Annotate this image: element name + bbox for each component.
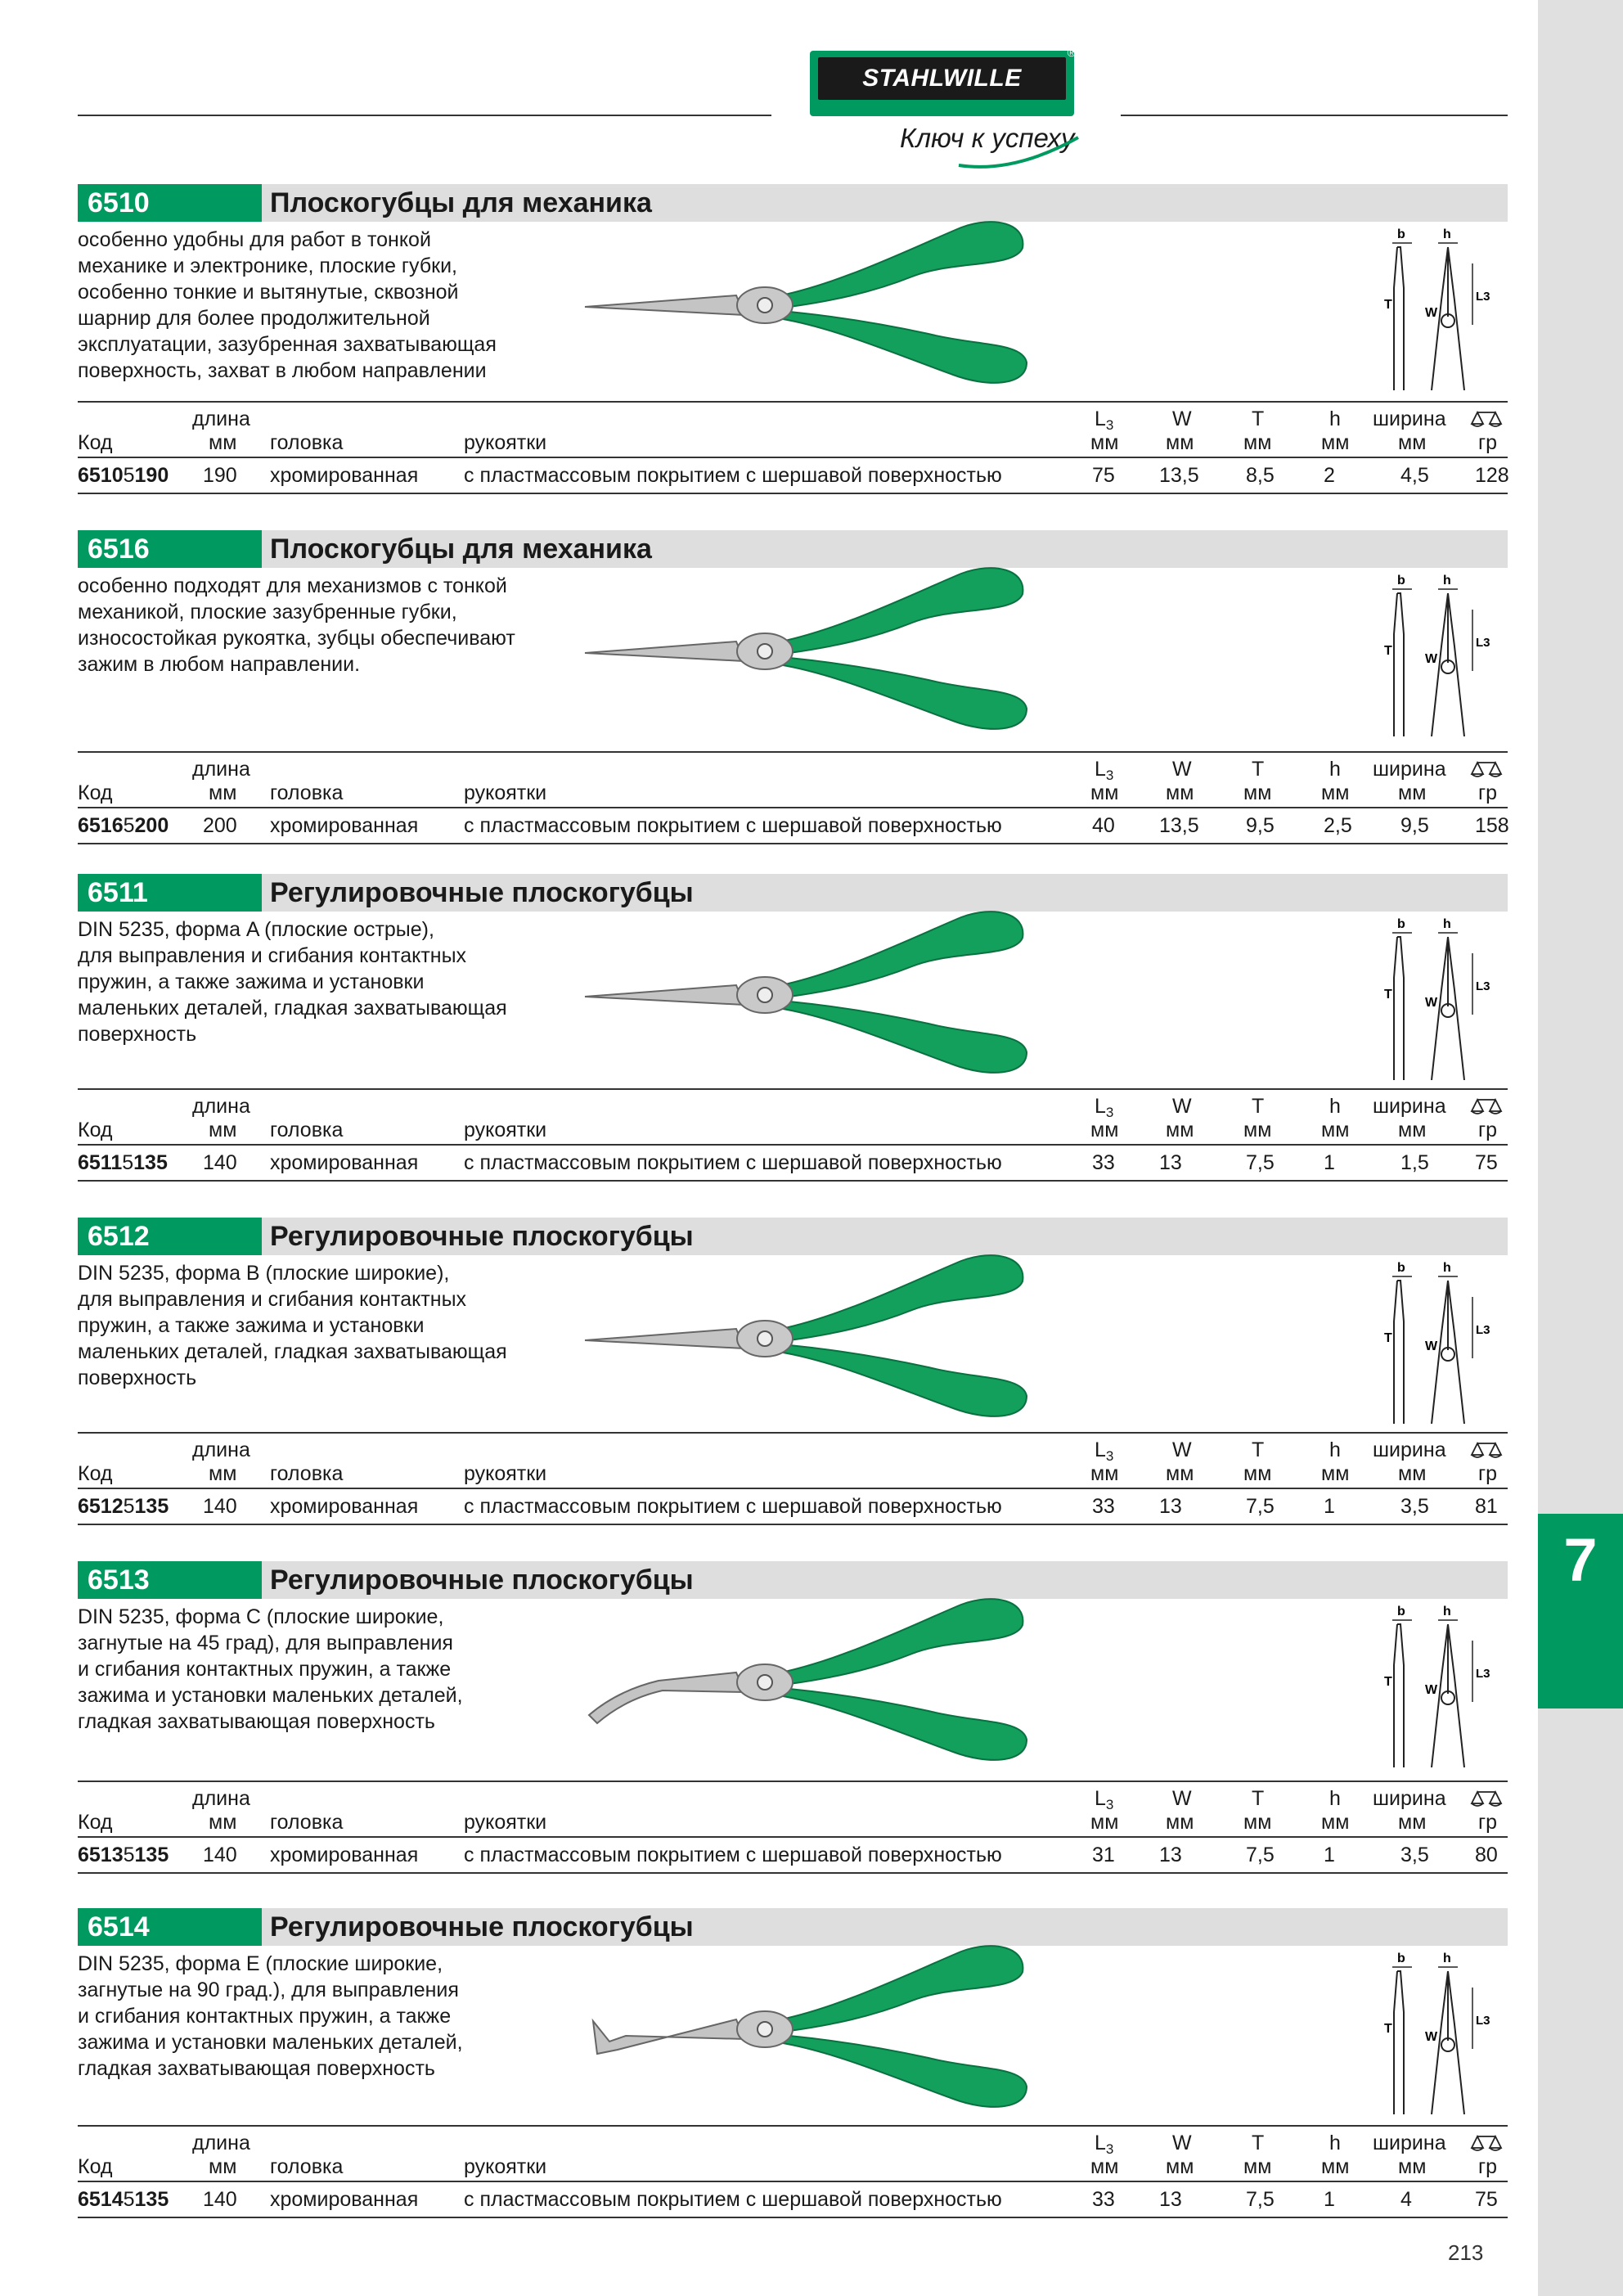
svg-text:L3: L3 bbox=[1476, 290, 1490, 304]
row-weight: 128 bbox=[1475, 464, 1509, 487]
svg-text:W: W bbox=[1425, 306, 1438, 320]
header-rule-left bbox=[78, 115, 771, 116]
section-code: 6511 bbox=[78, 874, 262, 912]
row-length: 140 bbox=[203, 2188, 237, 2211]
col-W-label: W bbox=[1172, 2132, 1192, 2154]
header-rule-right bbox=[1121, 115, 1508, 116]
svg-text:h: h bbox=[1443, 1261, 1451, 1275]
col-h-label: h bbox=[1329, 1787, 1341, 1810]
row-L3: 75 bbox=[1092, 464, 1115, 487]
description-line: зажима и установки маленьких деталей, bbox=[78, 1684, 463, 1707]
col-width-label: ширина bbox=[1373, 2132, 1446, 2154]
section-code: 6516 bbox=[78, 530, 262, 568]
col-T-unit: мм bbox=[1243, 431, 1272, 454]
dimension-diagram bbox=[1382, 1260, 1505, 1424]
dimension-diagram bbox=[1382, 1951, 1505, 2114]
col-T-label: T bbox=[1252, 1438, 1265, 1461]
col-weight-unit: гр bbox=[1478, 1811, 1498, 1834]
col-length-unit: мм bbox=[209, 431, 237, 454]
row-h: 1 bbox=[1324, 2188, 1335, 2211]
description-line: и сгибания контактных пружин, а также bbox=[78, 2005, 452, 2028]
chapter-tab: 7 bbox=[1538, 1514, 1623, 1708]
row-h: 2,5 bbox=[1324, 814, 1352, 837]
dimension-diagram bbox=[1382, 227, 1505, 390]
section-code: 6510 bbox=[78, 184, 262, 222]
col-handles-label: рукоятки bbox=[464, 1119, 547, 1141]
col-L3-unit: мм bbox=[1090, 1811, 1119, 1834]
col-L3-unit: мм bbox=[1090, 2155, 1119, 2178]
section-description bbox=[78, 1260, 569, 1391]
section-description bbox=[78, 1951, 569, 2082]
row-h: 1 bbox=[1324, 1495, 1335, 1518]
row-code: 65135135 bbox=[78, 1844, 169, 1866]
row-width: 9,5 bbox=[1400, 814, 1429, 837]
description-line: для выправления и сгибания контактных bbox=[78, 944, 467, 967]
svg-text:W: W bbox=[1425, 652, 1438, 666]
col-code-label: Код bbox=[78, 2155, 113, 2178]
col-h-unit: мм bbox=[1321, 1811, 1350, 1834]
col-W-unit: мм bbox=[1166, 431, 1194, 454]
row-T: 7,5 bbox=[1246, 1495, 1275, 1518]
col-T-unit: мм bbox=[1243, 1119, 1272, 1141]
svg-text:L3: L3 bbox=[1476, 636, 1490, 650]
product-section-6510 bbox=[78, 184, 1509, 487]
row-length: 140 bbox=[203, 1151, 237, 1174]
row-code: 65115135 bbox=[78, 1151, 168, 1174]
row-width: 1,5 bbox=[1400, 1151, 1429, 1174]
svg-text:h: h bbox=[1443, 1952, 1451, 1965]
row-length: 140 bbox=[203, 1495, 237, 1518]
col-handles-label: рукоятки bbox=[464, 2155, 547, 2178]
pliers-image bbox=[569, 1592, 1068, 1772]
col-width-label: ширина bbox=[1373, 758, 1446, 781]
col-W-label: W bbox=[1172, 1438, 1192, 1461]
col-width-label: ширина bbox=[1373, 407, 1446, 430]
description-line: износостойкая рукоятка, зубцы обеспечивают bbox=[78, 627, 515, 650]
row-W: 13,5 bbox=[1159, 814, 1199, 837]
svg-text:T: T bbox=[1384, 1331, 1392, 1345]
row-width: 3,5 bbox=[1400, 1495, 1429, 1518]
col-weight-unit: гр bbox=[1478, 1462, 1498, 1485]
scale-icon bbox=[1468, 1789, 1504, 1808]
row-head: хромированная bbox=[270, 1844, 419, 1866]
description-line: гладкая захватывающая поверхность bbox=[78, 2057, 435, 2080]
col-T-label: T bbox=[1252, 758, 1265, 781]
col-T-label: T bbox=[1252, 1787, 1265, 1810]
row-h: 2 bbox=[1324, 464, 1335, 487]
section-title: Регулировочные плоскогубцы bbox=[270, 877, 694, 908]
svg-text:h: h bbox=[1443, 227, 1451, 241]
col-code-label: Код bbox=[78, 1462, 113, 1485]
row-head: хромированная bbox=[270, 464, 419, 487]
row-width: 3,5 bbox=[1400, 1844, 1429, 1866]
col-weight-unit: гр bbox=[1478, 1119, 1498, 1141]
col-length-label: длина bbox=[192, 2132, 250, 2154]
tagline-swoosh-icon bbox=[957, 131, 1080, 172]
col-length-unit: мм bbox=[209, 1811, 237, 1834]
col-h-label: h bbox=[1329, 407, 1341, 430]
col-T-label: T bbox=[1252, 1095, 1265, 1118]
col-width-label: ширина bbox=[1373, 1787, 1446, 1810]
col-W-unit: мм bbox=[1166, 2155, 1194, 2178]
row-handles: с пластмассовым покрытием с шершавой поверхностью bbox=[464, 2188, 1002, 2211]
row-handles: с пластмассовым покрытием с шершавой поверхностью bbox=[464, 1495, 1002, 1518]
description-line: гладкая захватывающая поверхность bbox=[78, 1710, 435, 1733]
row-length: 200 bbox=[203, 814, 237, 837]
description-line: механикой, плоские зазубренные губки, bbox=[78, 601, 457, 624]
svg-text:b: b bbox=[1397, 1952, 1405, 1965]
row-handles: с пластмассовым покрытием с шершавой поверхностью bbox=[464, 1151, 1002, 1174]
description-line: эксплуатации, зазубренная захватывающая bbox=[78, 333, 497, 356]
col-head-label: головка bbox=[270, 431, 344, 454]
col-L3-label: $L_3$ bbox=[1095, 407, 1114, 433]
col-T-unit: мм bbox=[1243, 1462, 1272, 1485]
col-head-label: головка bbox=[270, 2155, 344, 2178]
pliers-image bbox=[569, 561, 1068, 741]
section-code: 6512 bbox=[78, 1218, 262, 1255]
section-code: 6513 bbox=[78, 1561, 262, 1599]
col-code-label: Код bbox=[78, 781, 113, 804]
col-head-label: головка bbox=[270, 1119, 344, 1141]
col-weight-unit: гр bbox=[1478, 2155, 1498, 2178]
svg-text:L3: L3 bbox=[1476, 979, 1490, 993]
brand-logo bbox=[810, 46, 1076, 116]
col-width-unit: мм bbox=[1398, 431, 1427, 454]
col-weight-unit: гр bbox=[1478, 431, 1498, 454]
scale-icon bbox=[1468, 2133, 1504, 2153]
col-head-label: головка bbox=[270, 781, 344, 804]
description-line: маленьких деталей, гладкая захватывающая bbox=[78, 997, 507, 1020]
svg-text:W: W bbox=[1425, 1339, 1438, 1353]
col-length-unit: мм bbox=[209, 781, 237, 804]
col-L3-unit: мм bbox=[1090, 781, 1119, 804]
row-L3: 33 bbox=[1092, 1151, 1115, 1174]
row-weight: 81 bbox=[1475, 1495, 1498, 1518]
col-T-label: T bbox=[1252, 407, 1265, 430]
description-line: особенно подходят для механизмов с тонкой bbox=[78, 574, 507, 597]
description-line: для выправления и сгибания контактных bbox=[78, 1288, 467, 1311]
svg-text:T: T bbox=[1384, 644, 1392, 658]
col-W-unit: мм bbox=[1166, 781, 1194, 804]
col-length-label: длина bbox=[192, 1438, 250, 1461]
col-length-unit: мм bbox=[209, 1119, 237, 1141]
col-h-unit: мм bbox=[1321, 431, 1350, 454]
section-title: Регулировочные плоскогубцы bbox=[270, 1221, 694, 1252]
page-sidebar bbox=[1538, 0, 1623, 2296]
pliers-image bbox=[569, 1939, 1068, 2119]
row-W: 13 bbox=[1159, 1495, 1182, 1518]
row-L3: 33 bbox=[1092, 1495, 1115, 1518]
col-length-label: длина bbox=[192, 1787, 250, 1810]
row-W: 13 bbox=[1159, 2188, 1182, 2211]
svg-text:W: W bbox=[1425, 2030, 1438, 2044]
section-description bbox=[78, 1604, 569, 1735]
row-L3: 40 bbox=[1092, 814, 1115, 837]
page-number: 213 bbox=[1448, 2240, 1484, 2265]
col-code-label: Код bbox=[78, 431, 113, 454]
row-L3: 33 bbox=[1092, 2188, 1115, 2211]
brand-tagline: Ключ к успеху bbox=[900, 123, 1075, 153]
row-head: хромированная bbox=[270, 814, 419, 837]
row-W: 13 bbox=[1159, 1151, 1182, 1174]
description-line: механике и электронике, плоские губки, bbox=[78, 254, 458, 277]
col-T-label: T bbox=[1252, 2132, 1265, 2154]
description-line: поверхность, захват в любом направлении bbox=[78, 359, 487, 382]
svg-text:T: T bbox=[1384, 298, 1392, 312]
row-weight: 158 bbox=[1475, 814, 1509, 837]
row-code: 65125135 bbox=[78, 1495, 169, 1518]
scale-icon bbox=[1468, 1440, 1504, 1460]
col-code-label: Код bbox=[78, 1811, 113, 1834]
product-section-6514 bbox=[78, 1908, 1508, 2211]
description-line: DIN 5235, форма E (плоские широкие, bbox=[78, 1952, 443, 1975]
description-line: DIN 5235, форма C (плоские широкие, bbox=[78, 1605, 444, 1628]
scale-icon bbox=[1468, 1096, 1504, 1116]
product-section-6516 bbox=[78, 530, 1509, 837]
col-W-unit: мм bbox=[1166, 1462, 1194, 1485]
col-T-unit: мм bbox=[1243, 1811, 1272, 1834]
section-title: Регулировочные плоскогубцы bbox=[270, 1564, 694, 1596]
col-head-label: головка bbox=[270, 1462, 344, 1485]
svg-text:W: W bbox=[1425, 996, 1438, 1010]
svg-text:T: T bbox=[1384, 2022, 1392, 2036]
row-code: 65105190 bbox=[78, 464, 169, 487]
row-h: 1 bbox=[1324, 1151, 1335, 1174]
col-W-label: W bbox=[1172, 1095, 1192, 1118]
col-L3-unit: мм bbox=[1090, 1462, 1119, 1485]
col-h-unit: мм bbox=[1321, 1462, 1350, 1485]
description-line: пружин, а также зажима и установки bbox=[78, 970, 425, 993]
svg-text:h: h bbox=[1443, 574, 1451, 588]
pliers-image bbox=[569, 905, 1068, 1085]
col-length-unit: мм bbox=[209, 1462, 237, 1485]
description-line: зажима и установки маленьких деталей, bbox=[78, 2031, 463, 2054]
col-length-label: длина bbox=[192, 1095, 250, 1118]
col-h-label: h bbox=[1329, 758, 1341, 781]
col-handles-label: рукоятки bbox=[464, 1462, 547, 1485]
col-W-label: W bbox=[1172, 1787, 1192, 1810]
col-L3-label: $L_3$ bbox=[1095, 758, 1114, 783]
description-line: шарнир для более продолжительной bbox=[78, 307, 430, 330]
svg-text:h: h bbox=[1443, 1605, 1451, 1618]
row-length: 140 bbox=[203, 1844, 237, 1866]
svg-text:L3: L3 bbox=[1476, 2014, 1490, 2028]
col-h-unit: мм bbox=[1321, 1119, 1350, 1141]
description-line: и сгибания контактных пружин, а также bbox=[78, 1658, 452, 1681]
row-weight: 80 bbox=[1475, 1844, 1498, 1866]
col-L3-label: $L_3$ bbox=[1095, 1787, 1114, 1812]
dimension-diagram bbox=[1382, 573, 1505, 736]
col-T-unit: мм bbox=[1243, 781, 1272, 804]
svg-text:h: h bbox=[1443, 917, 1451, 931]
row-W: 13 bbox=[1159, 1844, 1182, 1866]
description-line: DIN 5235, форма A (плоские острые), bbox=[78, 918, 434, 941]
registered-mark: ® bbox=[1067, 46, 1076, 59]
svg-text:L3: L3 bbox=[1476, 1323, 1490, 1337]
description-line: поверхность bbox=[78, 1023, 197, 1046]
row-head: хромированная bbox=[270, 2188, 419, 2211]
description-line: особенно тонкие и вытянутые, сквозной bbox=[78, 281, 459, 304]
col-W-label: W bbox=[1172, 407, 1192, 430]
col-code-label: Код bbox=[78, 1119, 113, 1141]
product-section-6512 bbox=[78, 1218, 1508, 1518]
col-width-label: ширина bbox=[1373, 1438, 1446, 1461]
row-handles: с пластмассовым покрытием с шершавой поверхностью bbox=[464, 814, 1002, 837]
pliers-image bbox=[569, 1249, 1068, 1429]
col-L3-label: $L_3$ bbox=[1095, 1095, 1114, 1120]
col-handles-label: рукоятки bbox=[464, 431, 547, 454]
row-head: хромированная bbox=[270, 1495, 419, 1518]
description-line: зажим в любом направлении. bbox=[78, 653, 361, 676]
description-line: DIN 5235, форма B (плоские широкие), bbox=[78, 1262, 450, 1285]
col-W-label: W bbox=[1172, 758, 1192, 781]
row-weight: 75 bbox=[1475, 1151, 1498, 1174]
svg-text:T: T bbox=[1384, 988, 1392, 1002]
logo-text: STAHLWILLE bbox=[862, 65, 1022, 92]
product-section-6511 bbox=[78, 874, 1508, 1174]
col-W-unit: мм bbox=[1166, 1119, 1194, 1141]
dimension-diagram bbox=[1382, 1604, 1505, 1767]
col-width-unit: мм bbox=[1398, 1811, 1427, 1834]
col-handles-label: рукоятки bbox=[464, 1811, 547, 1834]
col-width-unit: мм bbox=[1398, 1119, 1427, 1141]
col-width-label: ширина bbox=[1373, 1095, 1446, 1118]
col-length-unit: мм bbox=[209, 2155, 237, 2178]
col-head-label: головка bbox=[270, 1811, 344, 1834]
svg-text:L3: L3 bbox=[1476, 1667, 1490, 1681]
svg-text:W: W bbox=[1425, 1683, 1438, 1697]
svg-text:b: b bbox=[1397, 1261, 1405, 1275]
col-h-unit: мм bbox=[1321, 2155, 1350, 2178]
product-section-6513 bbox=[78, 1561, 1508, 1866]
section-title: Плоскогубцы для механика bbox=[270, 187, 652, 218]
col-T-unit: мм bbox=[1243, 2155, 1272, 2178]
scale-icon bbox=[1468, 409, 1504, 429]
col-L3-label: $L_3$ bbox=[1095, 2132, 1114, 2157]
row-W: 13,5 bbox=[1159, 464, 1199, 487]
svg-text:T: T bbox=[1384, 1675, 1392, 1689]
row-handles: с пластмассовым покрытием с шершавой поверхностью bbox=[464, 1844, 1002, 1866]
svg-text:b: b bbox=[1397, 574, 1405, 588]
section-title: Регулировочные плоскогубцы bbox=[270, 1911, 694, 1943]
description-line: загнутые на 45 град), для выправления bbox=[78, 1632, 453, 1654]
description-line: поверхность bbox=[78, 1366, 197, 1389]
row-code: 65145135 bbox=[78, 2188, 169, 2211]
description-line: маленьких деталей, гладкая захватывающая bbox=[78, 1340, 507, 1363]
col-length-label: длина bbox=[192, 407, 250, 430]
col-width-unit: мм bbox=[1398, 2155, 1427, 2178]
pliers-image bbox=[569, 215, 1068, 395]
scale-icon bbox=[1468, 759, 1504, 779]
col-width-unit: мм bbox=[1398, 781, 1427, 804]
col-length-label: длина bbox=[192, 758, 250, 781]
row-head: хромированная bbox=[270, 1151, 419, 1174]
section-title: Плоскогубцы для механика bbox=[270, 533, 652, 565]
svg-text:b: b bbox=[1397, 1605, 1405, 1618]
svg-text:b: b bbox=[1397, 227, 1405, 241]
row-T: 7,5 bbox=[1246, 1151, 1275, 1174]
description-line: загнутые на 90 град.), для выправления bbox=[78, 1979, 459, 2001]
section-code: 6514 bbox=[78, 1908, 262, 1946]
section-description bbox=[78, 573, 569, 678]
section-description bbox=[78, 227, 569, 384]
row-T: 7,5 bbox=[1246, 2188, 1275, 2211]
dimension-diagram bbox=[1382, 916, 1505, 1080]
col-handles-label: рукоятки bbox=[464, 781, 547, 804]
col-L3-unit: мм bbox=[1090, 431, 1119, 454]
col-W-unit: мм bbox=[1166, 1811, 1194, 1834]
description-line: особенно удобны для работ в тонкой bbox=[78, 228, 431, 251]
row-length: 190 bbox=[203, 464, 237, 487]
col-L3-label: $L_3$ bbox=[1095, 1438, 1114, 1464]
row-h: 1 bbox=[1324, 1844, 1335, 1866]
row-T: 7,5 bbox=[1246, 1844, 1275, 1866]
col-L3-unit: мм bbox=[1090, 1119, 1119, 1141]
row-L3: 31 bbox=[1092, 1844, 1115, 1866]
row-T: 8,5 bbox=[1246, 464, 1275, 487]
col-h-label: h bbox=[1329, 1438, 1341, 1461]
row-width: 4 bbox=[1400, 2188, 1412, 2211]
row-width: 4,5 bbox=[1400, 464, 1429, 487]
svg-text:b: b bbox=[1397, 917, 1405, 931]
section-description bbox=[78, 916, 569, 1047]
col-weight-unit: гр bbox=[1478, 781, 1498, 804]
col-h-unit: мм bbox=[1321, 781, 1350, 804]
row-T: 9,5 bbox=[1246, 814, 1275, 837]
row-handles: с пластмассовым покрытием с шершавой поверхностью bbox=[464, 464, 1002, 487]
row-weight: 75 bbox=[1475, 2188, 1498, 2211]
col-width-unit: мм bbox=[1398, 1462, 1427, 1485]
description-line: пружин, а также зажима и установки bbox=[78, 1314, 425, 1337]
col-h-label: h bbox=[1329, 1095, 1341, 1118]
row-code: 65165200 bbox=[78, 814, 169, 837]
col-h-label: h bbox=[1329, 2132, 1341, 2154]
